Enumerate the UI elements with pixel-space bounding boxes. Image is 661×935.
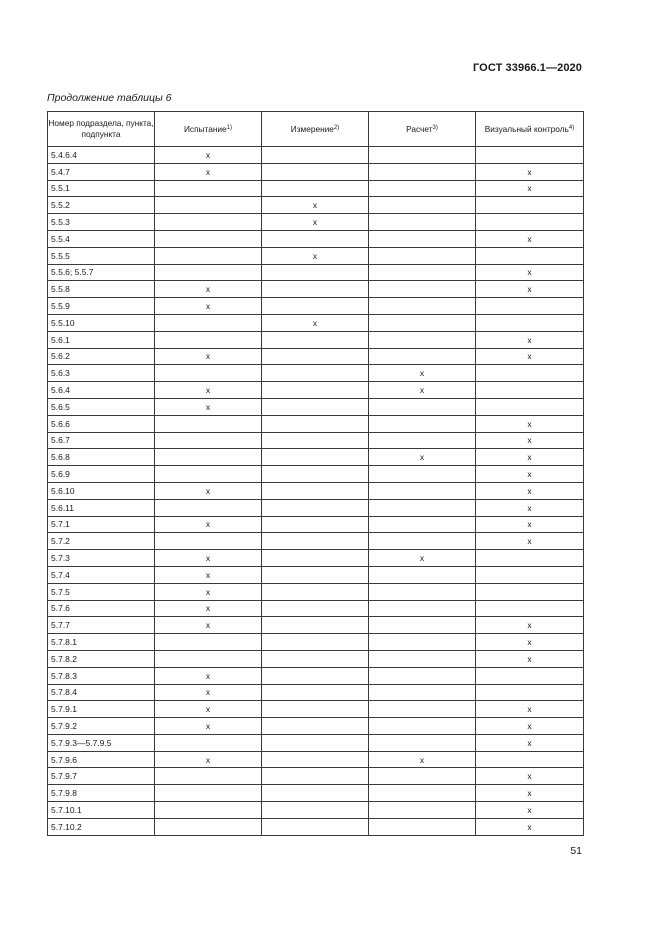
cell-calculation (369, 214, 476, 231)
cell-measurement (262, 734, 369, 751)
cell-calculation (369, 197, 476, 214)
cell-test: x (155, 298, 262, 315)
cell-section-number: 5.6.9 (48, 466, 155, 483)
footnote-ref: 1) (226, 124, 233, 131)
cell-measurement (262, 785, 369, 802)
cell-measurement (262, 499, 369, 516)
footnote-ref: 2) (333, 124, 340, 131)
cell-visual-inspection: x (476, 163, 584, 180)
cell-section-number: 5.7.8.4 (48, 684, 155, 701)
table-row (48, 718, 584, 735)
table-body (48, 147, 584, 836)
cell-test: x (155, 751, 262, 768)
cell-visual-inspection (476, 214, 584, 231)
cell-measurement (262, 650, 369, 667)
cell-test: x (155, 147, 262, 164)
cell-measurement (262, 449, 369, 466)
column-header-visual-inspection (476, 112, 584, 147)
cell-test (155, 331, 262, 348)
column-header-measurement (262, 112, 369, 147)
table-row (48, 818, 584, 835)
cell-test (155, 533, 262, 550)
cell-calculation (369, 230, 476, 247)
cell-test: x (155, 684, 262, 701)
cell-test: x (155, 550, 262, 567)
cell-visual-inspection (476, 398, 584, 415)
cell-section-number: 5.7.8.3 (48, 667, 155, 684)
cell-visual-inspection: x (476, 180, 584, 197)
table-row (48, 701, 584, 718)
cell-visual-inspection: x (476, 230, 584, 247)
cell-visual-inspection (476, 247, 584, 264)
cell-measurement (262, 415, 369, 432)
cell-section-number: 5.7.6 (48, 600, 155, 617)
cell-section-number: 5.7.9.2 (48, 718, 155, 735)
cell-test (155, 197, 262, 214)
cell-measurement (262, 298, 369, 315)
cell-calculation (369, 785, 476, 802)
cell-measurement (262, 802, 369, 819)
cell-section-number: 5.4.7 (48, 163, 155, 180)
cell-section-number: 5.7.1 (48, 516, 155, 533)
cell-test (155, 734, 262, 751)
cell-visual-inspection: x (476, 415, 584, 432)
cell-section-number: 5.7.9.8 (48, 785, 155, 802)
table-row (48, 348, 584, 365)
cell-calculation (369, 701, 476, 718)
cell-visual-inspection: x (476, 718, 584, 735)
table-row (48, 684, 584, 701)
cell-section-number: 5.6.1 (48, 331, 155, 348)
table-row (48, 415, 584, 432)
cell-test (155, 634, 262, 651)
cell-calculation (369, 163, 476, 180)
cell-measurement (262, 768, 369, 785)
cell-measurement (262, 550, 369, 567)
cell-calculation (369, 650, 476, 667)
cell-measurement (262, 684, 369, 701)
cell-visual-inspection: x (476, 768, 584, 785)
cell-measurement (262, 516, 369, 533)
cell-visual-inspection (476, 197, 584, 214)
cell-calculation (369, 583, 476, 600)
cell-test (155, 785, 262, 802)
cell-test (155, 214, 262, 231)
cell-calculation (369, 180, 476, 197)
cell-measurement (262, 432, 369, 449)
cell-visual-inspection (476, 298, 584, 315)
footnote-ref: 4) (568, 124, 575, 131)
cell-calculation (369, 331, 476, 348)
cell-section-number: 5.7.7 (48, 617, 155, 634)
cell-calculation (369, 600, 476, 617)
column-header-label: Визуальный контроль (484, 123, 569, 134)
cell-calculation (369, 348, 476, 365)
cell-measurement (262, 281, 369, 298)
cell-test: x (155, 701, 262, 718)
cell-measurement (262, 180, 369, 197)
cell-calculation: x (369, 382, 476, 399)
cell-visual-inspection: x (476, 802, 584, 819)
cell-measurement (262, 230, 369, 247)
cell-calculation (369, 499, 476, 516)
cell-visual-inspection (476, 550, 584, 567)
cell-test: x (155, 566, 262, 583)
cell-test: x (155, 163, 262, 180)
cell-measurement (262, 701, 369, 718)
cell-section-number: 5.7.2 (48, 533, 155, 550)
cell-calculation (369, 768, 476, 785)
cell-test (155, 650, 262, 667)
cell-calculation (369, 247, 476, 264)
cell-measurement (262, 818, 369, 835)
table-row (48, 751, 584, 768)
table-row (48, 566, 584, 583)
table-row (48, 617, 584, 634)
cell-section-number: 5.7.9.7 (48, 768, 155, 785)
cell-section-number: 5.6.8 (48, 449, 155, 466)
cell-section-number: 5.5.8 (48, 281, 155, 298)
column-header-label: Измерение (290, 123, 334, 134)
table-row (48, 533, 584, 550)
table-caption: Продолжение таблицы 6 (47, 92, 172, 104)
column-header-section-number (48, 112, 155, 147)
cell-calculation (369, 432, 476, 449)
cell-section-number: 5.7.9.6 (48, 751, 155, 768)
cell-visual-inspection (476, 751, 584, 768)
cell-test (155, 314, 262, 331)
header-row (48, 112, 584, 147)
cell-visual-inspection: x (476, 331, 584, 348)
footnote-ref: 3) (432, 124, 438, 131)
cell-measurement (262, 634, 369, 651)
cell-section-number: 5.7.4 (48, 566, 155, 583)
cell-calculation (369, 264, 476, 281)
cell-test: x (155, 382, 262, 399)
table-header (48, 112, 584, 147)
table-row (48, 247, 584, 264)
cell-calculation (369, 482, 476, 499)
cell-measurement (262, 398, 369, 415)
cell-measurement (262, 667, 369, 684)
table-row (48, 583, 584, 600)
cell-section-number: 5.7.3 (48, 550, 155, 567)
cell-measurement (262, 533, 369, 550)
cell-measurement (262, 264, 369, 281)
cell-test: x (155, 617, 262, 634)
table-row (48, 331, 584, 348)
cell-visual-inspection (476, 365, 584, 382)
table-row (48, 802, 584, 819)
cell-visual-inspection (476, 382, 584, 399)
column-header-label: Расчет (406, 123, 433, 134)
table-row (48, 466, 584, 483)
cell-section-number: 5.6.6 (48, 415, 155, 432)
cell-visual-inspection: x (476, 734, 584, 751)
cell-measurement (262, 348, 369, 365)
table-row (48, 298, 584, 315)
cell-test (155, 230, 262, 247)
cell-test (155, 415, 262, 432)
cell-test: x (155, 348, 262, 365)
table-row (48, 398, 584, 415)
table-row (48, 650, 584, 667)
cell-section-number: 5.7.8.2 (48, 650, 155, 667)
cell-measurement (262, 617, 369, 634)
cell-visual-inspection: x (476, 466, 584, 483)
cell-section-number: 5.5.2 (48, 197, 155, 214)
cell-test (155, 432, 262, 449)
cell-section-number: 5.7.9.3—5.7.9.5 (48, 734, 155, 751)
verification-methods-table (47, 111, 584, 836)
cell-measurement: x (262, 197, 369, 214)
cell-calculation (369, 533, 476, 550)
cell-visual-inspection: x (476, 348, 584, 365)
cell-test (155, 802, 262, 819)
cell-test (155, 247, 262, 264)
cell-calculation (369, 718, 476, 735)
cell-section-number: 5.5.9 (48, 298, 155, 315)
cell-calculation: x (369, 751, 476, 768)
cell-visual-inspection: x (476, 449, 584, 466)
column-header-test (155, 112, 262, 147)
cell-test (155, 264, 262, 281)
cell-visual-inspection (476, 314, 584, 331)
cell-visual-inspection (476, 600, 584, 617)
table-row (48, 634, 584, 651)
table-row (48, 147, 584, 164)
cell-section-number: 5.5.1 (48, 180, 155, 197)
cell-calculation (369, 298, 476, 315)
cell-visual-inspection (476, 566, 584, 583)
cell-section-number: 5.7.10.2 (48, 818, 155, 835)
column-header-calculation (369, 112, 476, 147)
cell-calculation (369, 634, 476, 651)
cell-measurement (262, 365, 369, 382)
cell-calculation (369, 314, 476, 331)
cell-test (155, 768, 262, 785)
cell-visual-inspection: x (476, 432, 584, 449)
cell-visual-inspection: x (476, 281, 584, 298)
cell-visual-inspection: x (476, 499, 584, 516)
cell-calculation (369, 566, 476, 583)
cell-test: x (155, 667, 262, 684)
cell-test: x (155, 516, 262, 533)
table-row (48, 197, 584, 214)
cell-calculation (369, 617, 476, 634)
cell-visual-inspection (476, 147, 584, 164)
cell-calculation (369, 802, 476, 819)
cell-visual-inspection: x (476, 818, 584, 835)
table-row (48, 499, 584, 516)
cell-measurement (262, 718, 369, 735)
page-number: 51 (570, 845, 582, 857)
cell-test (155, 466, 262, 483)
cell-visual-inspection: x (476, 617, 584, 634)
cell-section-number: 5.6.11 (48, 499, 155, 516)
cell-measurement (262, 751, 369, 768)
cell-section-number: 5.6.4 (48, 382, 155, 399)
cell-calculation: x (369, 550, 476, 567)
cell-test: x (155, 600, 262, 617)
cell-visual-inspection: x (476, 701, 584, 718)
cell-calculation (369, 667, 476, 684)
table-row (48, 163, 584, 180)
table-row (48, 365, 584, 382)
table-row (48, 734, 584, 751)
cell-section-number: 5.5.10 (48, 314, 155, 331)
cell-section-number: 5.6.7 (48, 432, 155, 449)
table-row (48, 550, 584, 567)
cell-measurement (262, 163, 369, 180)
cell-calculation: x (369, 365, 476, 382)
cell-section-number: 5.6.3 (48, 365, 155, 382)
cell-visual-inspection: x (476, 533, 584, 550)
cell-measurement (262, 331, 369, 348)
cell-section-number: 5.7.9.1 (48, 701, 155, 718)
cell-measurement: x (262, 314, 369, 331)
cell-test (155, 499, 262, 516)
cell-calculation (369, 818, 476, 835)
cell-section-number: 5.5.3 (48, 214, 155, 231)
cell-calculation (369, 466, 476, 483)
cell-measurement (262, 583, 369, 600)
cell-section-number: 5.6.5 (48, 398, 155, 415)
table-row (48, 264, 584, 281)
cell-calculation (369, 684, 476, 701)
cell-section-number: 5.6.10 (48, 482, 155, 499)
cell-visual-inspection: x (476, 650, 584, 667)
cell-test: x (155, 398, 262, 415)
cell-visual-inspection (476, 684, 584, 701)
cell-section-number: 5.7.8.1 (48, 634, 155, 651)
cell-section-number: 5.7.10.1 (48, 802, 155, 819)
cell-test (155, 818, 262, 835)
table-row (48, 281, 584, 298)
cell-section-number: 5.5.6; 5.5.7 (48, 264, 155, 281)
cell-calculation: x (369, 449, 476, 466)
cell-calculation (369, 398, 476, 415)
cell-section-number: 5.6.2 (48, 348, 155, 365)
cell-calculation (369, 734, 476, 751)
table-row (48, 667, 584, 684)
table-row (48, 230, 584, 247)
table-row (48, 785, 584, 802)
table-row (48, 382, 584, 399)
table-row (48, 482, 584, 499)
table-row (48, 516, 584, 533)
cell-test (155, 365, 262, 382)
cell-section-number: 5.4.6.4 (48, 147, 155, 164)
cell-calculation (369, 147, 476, 164)
cell-test: x (155, 718, 262, 735)
cell-measurement (262, 600, 369, 617)
cell-measurement (262, 482, 369, 499)
table-row (48, 600, 584, 617)
table-row (48, 314, 584, 331)
cell-test: x (155, 281, 262, 298)
cell-calculation (369, 281, 476, 298)
document-code: ГОСТ 33966.1—2020 (472, 62, 582, 74)
cell-visual-inspection: x (476, 785, 584, 802)
cell-visual-inspection: x (476, 516, 584, 533)
table-row (48, 180, 584, 197)
cell-test: x (155, 583, 262, 600)
cell-measurement (262, 382, 369, 399)
column-header-label: Номер подраздела, пункта, подпункта (48, 118, 154, 139)
cell-measurement (262, 466, 369, 483)
cell-visual-inspection: x (476, 634, 584, 651)
table-row (48, 449, 584, 466)
cell-measurement (262, 566, 369, 583)
table-row (48, 768, 584, 785)
table-row (48, 432, 584, 449)
cell-measurement: x (262, 214, 369, 231)
cell-visual-inspection (476, 667, 584, 684)
cell-section-number: 5.5.4 (48, 230, 155, 247)
cell-section-number: 5.5.5 (48, 247, 155, 264)
cell-test (155, 180, 262, 197)
column-header-label: Испытание (183, 123, 227, 134)
table-row (48, 214, 584, 231)
cell-visual-inspection: x (476, 482, 584, 499)
cell-measurement: x (262, 247, 369, 264)
cell-calculation (369, 516, 476, 533)
cell-visual-inspection: x (476, 264, 584, 281)
cell-visual-inspection (476, 583, 584, 600)
cell-test (155, 449, 262, 466)
cell-test: x (155, 482, 262, 499)
cell-section-number: 5.7.5 (48, 583, 155, 600)
cell-calculation (369, 415, 476, 432)
cell-measurement (262, 147, 369, 164)
